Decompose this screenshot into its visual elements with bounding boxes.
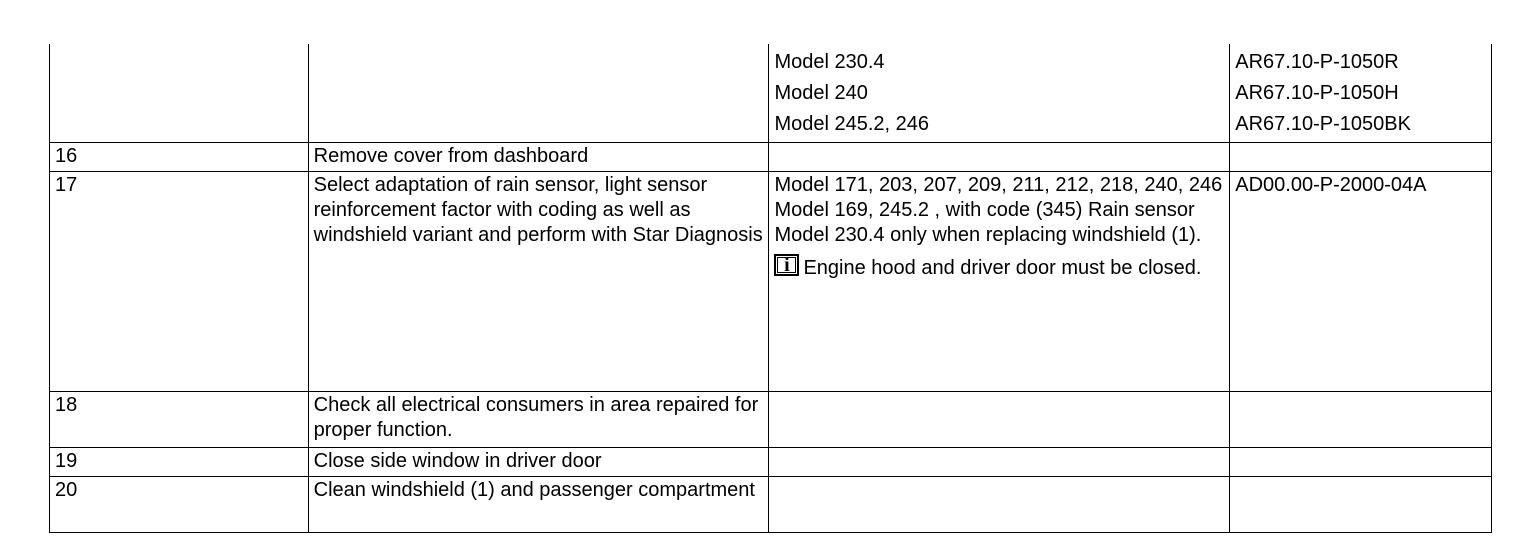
conditions-cell: [769, 448, 1230, 477]
reference-cell: [1230, 448, 1492, 477]
procedure-table: [49, 44, 1492, 533]
table-row: [50, 392, 1492, 448]
step-cell: [50, 44, 309, 143]
reference-cell: [1230, 477, 1492, 533]
condition-line: Model 240: [774, 82, 868, 104]
reference-cell: [1230, 172, 1492, 392]
reference-cell: [1230, 392, 1492, 448]
reference-link[interactable]: AR67.10-P-1050H: [1235, 82, 1399, 104]
reference-link[interactable]: AD00.00-P-2000-04A: [1235, 174, 1427, 196]
condition-line: Model 230.4 only when replacing windshield (1).: [774, 224, 1202, 246]
step-number: 19: [50, 448, 309, 477]
table-row: [50, 44, 1492, 143]
condition-line: Model 171, 203, 207, 209, 211, 212, 218, 240, 246: [774, 174, 1223, 196]
step-number: 16: [50, 143, 309, 172]
conditions-cell: [769, 172, 1230, 392]
step-number: 17: [50, 172, 309, 392]
reference-link[interactable]: AR67.10-P-1050R: [1235, 51, 1399, 73]
action-text: Remove cover from dashboard: [308, 143, 769, 172]
action-text: Select adaptation of rain sensor, light sensor reinforcement factor with coding as well as windshield variant and perform with Star Diagnosis: [308, 172, 769, 392]
action-text: Close side window in driver door: [308, 448, 769, 477]
info-icon: i: [774, 254, 799, 276]
reference-cell: [1230, 143, 1492, 172]
conditions-cell: [769, 477, 1230, 533]
condition-line: Model 245.2, 246: [774, 113, 929, 135]
reference-link[interactable]: AR67.10-P-1050BK: [1235, 113, 1411, 135]
reference-cell: [1230, 44, 1492, 143]
table-row: [50, 143, 1492, 172]
condition-line: Model 169, 245.2 , with code (345) Rain sensor: [774, 199, 1195, 221]
conditions-cell: [769, 392, 1230, 448]
condition-line: Model 230.4: [774, 51, 885, 73]
action-text: Clean windshield (1) and passenger compartment: [308, 477, 769, 533]
note-text: Engine hood and driver door must be closed.: [803, 257, 1202, 279]
action-cell: [308, 44, 769, 143]
table-row: [50, 448, 1492, 477]
note: [774, 254, 1225, 281]
table-row: [50, 477, 1492, 533]
conditions-cell: [769, 143, 1230, 172]
step-number: 20: [50, 477, 309, 533]
step-number: 18: [50, 392, 309, 448]
action-text: Check all electrical consumers in area repaired for proper function.: [308, 392, 769, 448]
table-row: [50, 172, 1492, 392]
conditions-cell: [769, 44, 1230, 143]
